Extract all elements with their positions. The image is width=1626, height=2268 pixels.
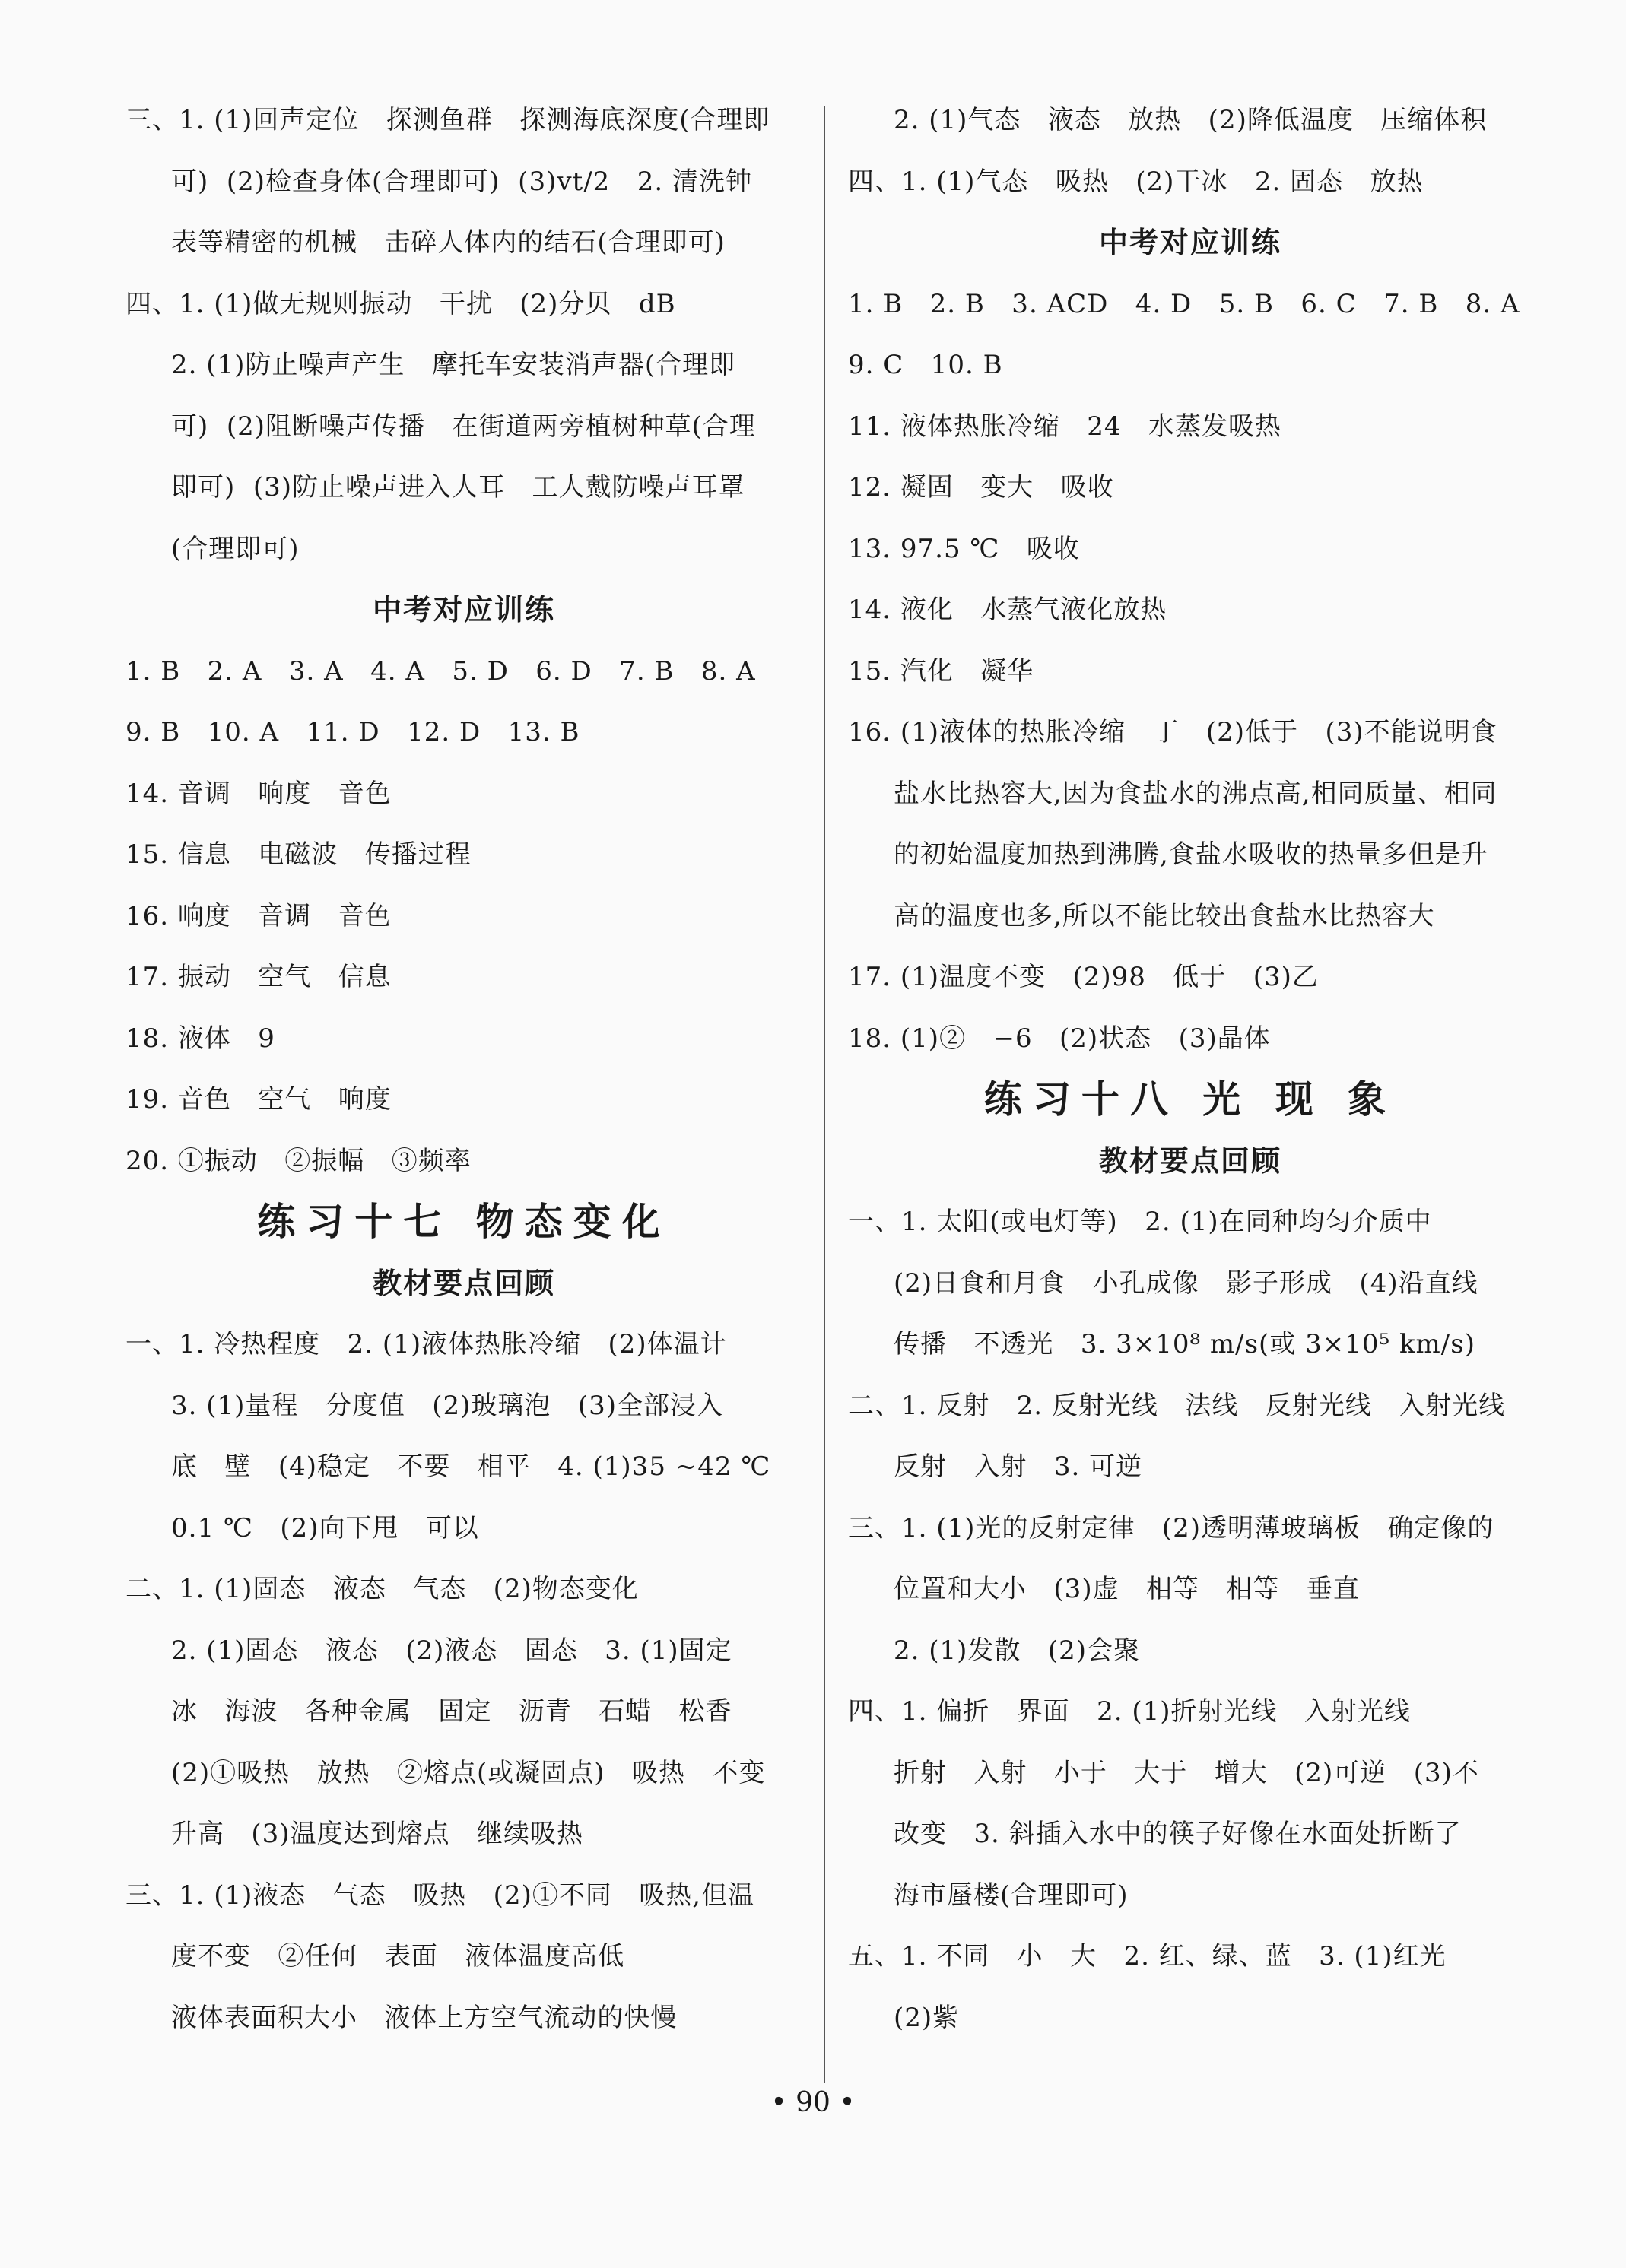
answer-line: 可) (2)阻断噪声传播 在街道两旁植树种草(合理 [171, 411, 756, 442]
answer-line: (2)紫 [894, 2002, 960, 2033]
answer-line: 升高 (3)温度达到熔点 继续吸热 [171, 1819, 584, 1849]
answer-line: 12. 凝固 变大 吸收 [848, 472, 1114, 503]
answer-line: 传播 不透光 3. 3×10⁸ m/s(或 3×10⁵ km/s) [894, 1329, 1475, 1359]
answer-line: 9. B 10. A 11. D 12. D 13. B [125, 717, 580, 747]
answer-line: 15. 信息 电磁波 传播过程 [125, 839, 472, 870]
section-subheading: 中考对应训练 [1098, 226, 1281, 259]
left-column [125, 90, 802, 2048]
answer-line: 18. 液体 9 [125, 1023, 275, 1054]
answer-line: 三、1. (1)液态 气态 吸热 (2)①不同 吸热,但温 [125, 1879, 755, 1911]
answer-line: 表等精密的机械 击碎人体内的结石(合理即可) [171, 227, 726, 258]
section-subheading: 中考对应训练 [372, 593, 555, 626]
answer-line: 二、1. (1)固态 液态 气态 (2)物态变化 [125, 1574, 639, 1604]
answer-line: 液体表面积大小 液体上方空气流动的快慢 [171, 2002, 678, 2033]
section-subheading: 教材要点回顾 [1098, 1144, 1281, 1178]
answer-line: 13. 97.5 ℃ 吸收 [848, 533, 1080, 564]
answer-line: 改变 3. 斜插入水中的筷子好像在水面处折断了 [894, 1819, 1462, 1849]
page-number: • 90 • [770, 2087, 856, 2118]
answer-line: 五、1. 不同 小 大 2. 红、绿、蓝 3. (1)红光 [848, 1941, 1447, 1971]
answer-line: 海市蜃楼(合理即可) [894, 1879, 1129, 1911]
answer-line: 1. B 2. A 3. A 4. A 5. D 6. D 7. B 8. A [125, 655, 756, 687]
answer-line: 四、1. 偏折 界面 2. (1)折射光线 入射光线 [848, 1696, 1411, 1727]
answer-line: 盐水比热容大,因为食盐水的沸点高,相同质量、相同 [894, 778, 1497, 809]
answer-line: 17. 振动 空气 信息 [125, 962, 392, 992]
answer-line: 2. (1)发散 (2)会聚 [894, 1635, 1140, 1666]
answer-line: 0.1 ℃ (2)向下甩 可以 [171, 1512, 479, 1543]
answer-line: (合理即可) [171, 533, 300, 564]
answer-line: 20. ①振动 ②振幅 ③频率 [125, 1145, 472, 1176]
answer-line: 度不变 ②任何 表面 液体温度高低 [171, 1941, 625, 1971]
answer-line: 14. 音调 响度 音色 [125, 778, 392, 809]
section-heading: 练习十七 物态变化 [257, 1200, 671, 1244]
answer-line: 18. (1)② −6 (2)状态 (3)晶体 [848, 1023, 1271, 1054]
answer-line: 15. 汽化 凝华 [848, 655, 1034, 687]
answer-line: 高的温度也多,所以不能比较出食盐水比热容大 [894, 900, 1435, 931]
answer-line: (2)①吸热 放热 ②熔点(或凝固点) 吸热 不变 [171, 1757, 766, 1788]
answer-line: 可) (2)检查身体(合理即可) (3)vt/2 2. 清洗钟 [171, 166, 752, 197]
answer-line: 三、1. (1)光的反射定律 (2)透明薄玻璃板 确定像的 [848, 1512, 1494, 1543]
answer-line: 一、1. 太阳(或电灯等) 2. (1)在同种均匀介质中 [848, 1207, 1432, 1237]
right-column [848, 90, 1532, 2048]
answer-line: 四、1. (1)气态 吸热 (2)干冰 2. 固态 放热 [848, 166, 1424, 197]
section-subheading: 教材要点回顾 [372, 1266, 555, 1300]
answer-line: 2. (1)固态 液态 (2)液态 固态 3. (1)固定 [171, 1635, 732, 1666]
answer-line: 四、1. (1)做无规则振动 干扰 (2)分贝 dB [125, 288, 676, 319]
answer-line: 14. 液化 水蒸气液化放热 [848, 595, 1167, 625]
answer-line: 2. (1)防止噪声产生 摩托车安装消声器(合理即 [171, 350, 736, 380]
answer-line: 19. 音色 空气 响度 [125, 1084, 392, 1115]
answer-line: 冰 海波 各种金属 固定 沥青 石蜡 松香 [171, 1696, 732, 1727]
answer-line: 16. 响度 音调 音色 [125, 900, 392, 931]
answer-line: 16. (1)液体的热胀冷缩 丁 (2)低于 (3)不能说明食 [848, 717, 1497, 747]
answer-line: 三、1. (1)回声定位 探测鱼群 探测海底深度(合理即 [125, 105, 770, 135]
answer-line: 的初始温度加热到沸腾,食盐水吸收的热量多但是升 [894, 839, 1488, 870]
answer-line: 折射 入射 小于 大于 增大 (2)可逆 (3)不 [894, 1757, 1479, 1788]
column-divider [824, 106, 825, 2083]
answer-line: (2)日食和月食 小孔成像 影子形成 (4)沿直线 [894, 1267, 1478, 1299]
answer-line: 2. (1)气态 液态 放热 (2)降低温度 压缩体积 [894, 105, 1488, 135]
answer-line: 3. (1)量程 分度值 (2)玻璃泡 (3)全部浸入 [171, 1390, 723, 1421]
answer-line: 位置和大小 (3)虚 相等 相等 垂直 [894, 1574, 1360, 1604]
answer-line: 底 壁 (4)稳定 不要 相平 4. (1)35 ~42 ℃ [171, 1451, 771, 1482]
answer-line: 11. 液体热胀冷缩 24 水蒸发吸热 [848, 411, 1281, 442]
answer-line: 17. (1)温度不变 (2)98 低于 (3)乙 [848, 962, 1319, 992]
answer-line: 即可) (3)防止噪声进入人耳 工人戴防噪声耳罩 [171, 472, 745, 503]
answer-line: 9. C 10. B [848, 350, 1003, 380]
answer-line: 1. B 2. B 3. ACD 4. D 5. B 6. C 7. B 8. A [848, 288, 1520, 319]
answer-line: 一、1. 冷热程度 2. (1)液体热胀冷缩 (2)体温计 [125, 1329, 727, 1359]
answer-line: 二、1. 反射 2. 反射光线 法线 反射光线 入射光线 [848, 1390, 1506, 1421]
answer-line: 反射 入射 3. 可逆 [894, 1451, 1143, 1482]
section-heading: 练习十八 光 现 象 [983, 1077, 1397, 1121]
